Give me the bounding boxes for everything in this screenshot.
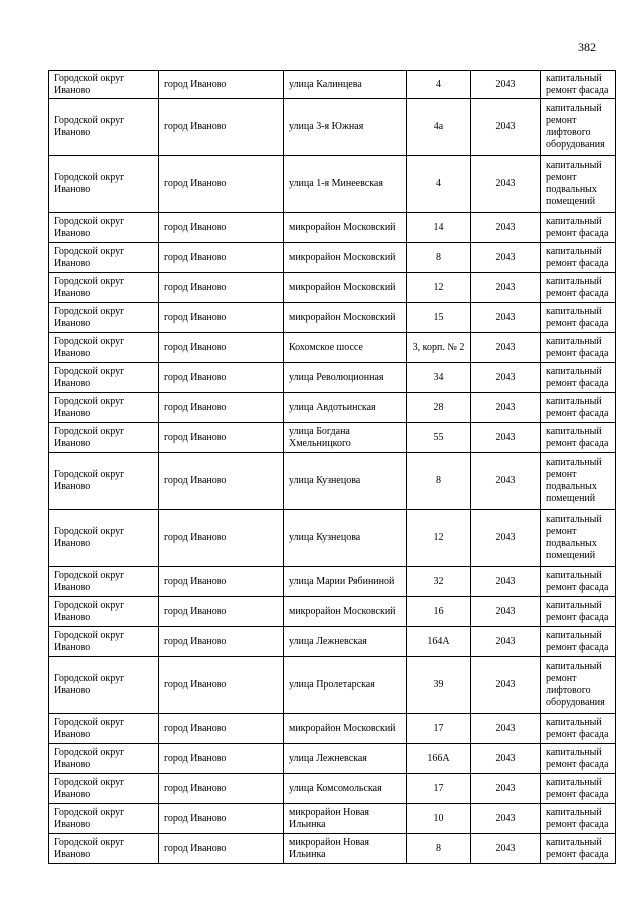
street-cell: улица Кузнецова — [284, 510, 407, 567]
house-number-cell: 17 — [407, 774, 471, 804]
street-cell: улица Комсомольская — [284, 774, 407, 804]
municipal-district-cell: Городской округ Иваново — [49, 804, 159, 834]
table-row — [49, 834, 616, 864]
table-row — [49, 744, 616, 774]
house-number-cell: 4а — [407, 99, 471, 156]
municipal-district-cell: Городской округ Иваново — [49, 213, 159, 243]
street-cell: улица Революционная — [284, 363, 407, 393]
street-cell: улица Авдотьинская — [284, 393, 407, 423]
table-row — [49, 243, 616, 273]
street-cell: улица Пролетарская — [284, 657, 407, 714]
table-row — [49, 453, 616, 510]
house-number-cell: 55 — [407, 423, 471, 453]
year-cell: 2043 — [471, 423, 541, 453]
municipal-district-cell: Городской округ Иваново — [49, 243, 159, 273]
work-type-cell: капитальный ремонт фасада — [541, 303, 616, 333]
city-cell: город Иваново — [159, 510, 284, 567]
page-number: 382 — [578, 40, 596, 54]
city-cell: город Иваново — [159, 774, 284, 804]
year-cell: 2043 — [471, 453, 541, 510]
table-row — [49, 804, 616, 834]
table-row — [49, 333, 616, 363]
city-cell: город Иваново — [159, 657, 284, 714]
city-cell: город Иваново — [159, 453, 284, 510]
table-row — [49, 714, 616, 744]
table-body — [49, 71, 616, 864]
table-row — [49, 393, 616, 423]
table-row — [49, 510, 616, 567]
city-cell: город Иваново — [159, 744, 284, 774]
year-cell: 2043 — [471, 510, 541, 567]
house-number-cell: 12 — [407, 273, 471, 303]
municipal-district-cell: Городской округ Иваново — [49, 99, 159, 156]
municipal-district-cell: Городской округ Иваново — [49, 333, 159, 363]
work-type-cell: капитальный ремонт лифтового оборудования — [541, 657, 616, 714]
house-number-cell: 8 — [407, 453, 471, 510]
municipal-district-cell: Городской округ Иваново — [49, 627, 159, 657]
year-cell: 2043 — [471, 243, 541, 273]
table-row — [49, 597, 616, 627]
work-type-cell: капитальный ремонт фасада — [541, 567, 616, 597]
table-row — [49, 273, 616, 303]
house-number-cell: 4 — [407, 156, 471, 213]
work-type-cell: капитальный ремонт фасада — [541, 393, 616, 423]
municipal-district-cell: Городской округ Иваново — [49, 71, 159, 99]
year-cell: 2043 — [471, 393, 541, 423]
municipal-district-cell: Городской округ Иваново — [49, 834, 159, 864]
city-cell: город Иваново — [159, 423, 284, 453]
city-cell: город Иваново — [159, 627, 284, 657]
municipal-district-cell: Городской округ Иваново — [49, 510, 159, 567]
house-number-cell: 14 — [407, 213, 471, 243]
work-type-cell: капитальный ремонт фасада — [541, 834, 616, 864]
street-cell: микрорайон Московский — [284, 273, 407, 303]
year-cell: 2043 — [471, 774, 541, 804]
work-type-cell: капитальный ремонт фасада — [541, 627, 616, 657]
table-row — [49, 99, 616, 156]
house-number-cell: 28 — [407, 393, 471, 423]
year-cell: 2043 — [471, 804, 541, 834]
year-cell: 2043 — [471, 213, 541, 243]
year-cell: 2043 — [471, 71, 541, 99]
street-cell: микрорайон Московский — [284, 213, 407, 243]
municipal-district-cell: Городской округ Иваново — [49, 156, 159, 213]
street-cell: микрорайон Московский — [284, 714, 407, 744]
work-type-cell: капитальный ремонт фасада — [541, 744, 616, 774]
city-cell: город Иваново — [159, 213, 284, 243]
city-cell: город Иваново — [159, 567, 284, 597]
street-cell: улица Марии Рябининой — [284, 567, 407, 597]
street-cell: улица Калинцева — [284, 71, 407, 99]
street-cell: микрорайон Новая Ильинка — [284, 804, 407, 834]
city-cell: город Иваново — [159, 99, 284, 156]
municipal-district-cell: Городской округ Иваново — [49, 597, 159, 627]
city-cell: город Иваново — [159, 333, 284, 363]
city-cell: город Иваново — [159, 393, 284, 423]
house-number-cell: 34 — [407, 363, 471, 393]
municipal-district-cell: Городской округ Иваново — [49, 774, 159, 804]
table-row — [49, 303, 616, 333]
street-cell: улица Кузнецова — [284, 453, 407, 510]
year-cell: 2043 — [471, 627, 541, 657]
work-type-cell: капитальный ремонт подвальных помещений — [541, 510, 616, 567]
house-number-cell: 15 — [407, 303, 471, 333]
municipal-district-cell: Городской округ Иваново — [49, 744, 159, 774]
year-cell: 2043 — [471, 99, 541, 156]
municipal-district-cell: Городской округ Иваново — [49, 273, 159, 303]
city-cell: город Иваново — [159, 303, 284, 333]
work-type-cell: капитальный ремонт подвальных помещений — [541, 453, 616, 510]
house-number-cell: 10 — [407, 804, 471, 834]
street-cell: улица Лежневская — [284, 744, 407, 774]
city-cell: город Иваново — [159, 714, 284, 744]
work-type-cell: капитальный ремонт фасада — [541, 774, 616, 804]
year-cell: 2043 — [471, 333, 541, 363]
municipal-district-cell: Городской округ Иваново — [49, 714, 159, 744]
municipal-district-cell: Городской округ Иваново — [49, 303, 159, 333]
table-row — [49, 423, 616, 453]
year-cell: 2043 — [471, 303, 541, 333]
year-cell: 2043 — [471, 834, 541, 864]
municipal-district-cell: Городской округ Иваново — [49, 393, 159, 423]
work-type-cell: капитальный ремонт фасада — [541, 804, 616, 834]
city-cell: город Иваново — [159, 156, 284, 213]
municipal-district-cell: Городской округ Иваново — [49, 453, 159, 510]
work-type-cell: капитальный ремонт фасада — [541, 333, 616, 363]
city-cell: город Иваново — [159, 273, 284, 303]
house-number-cell: 8 — [407, 243, 471, 273]
year-cell: 2043 — [471, 363, 541, 393]
street-cell: микрорайон Новая Ильинка — [284, 834, 407, 864]
city-cell: город Иваново — [159, 363, 284, 393]
table-row — [49, 156, 616, 213]
house-number-cell: 166А — [407, 744, 471, 774]
table-row — [49, 213, 616, 243]
year-cell: 2043 — [471, 657, 541, 714]
year-cell: 2043 — [471, 567, 541, 597]
table-row — [49, 363, 616, 393]
work-type-cell: капитальный ремонт фасада — [541, 714, 616, 744]
repair-schedule-table — [48, 70, 616, 864]
municipal-district-cell: Городской округ Иваново — [49, 567, 159, 597]
house-number-cell: 12 — [407, 510, 471, 567]
work-type-cell: капитальный ремонт фасада — [541, 363, 616, 393]
work-type-cell: капитальный ремонт фасада — [541, 213, 616, 243]
work-type-cell: капитальный ремонт фасада — [541, 423, 616, 453]
city-cell: город Иваново — [159, 804, 284, 834]
house-number-cell: 4 — [407, 71, 471, 99]
work-type-cell: капитальный ремонт фасада — [541, 273, 616, 303]
street-cell: улица 1-я Минеевская — [284, 156, 407, 213]
municipal-district-cell: Городской округ Иваново — [49, 363, 159, 393]
house-number-cell: 8 — [407, 834, 471, 864]
street-cell: микрорайон Московский — [284, 303, 407, 333]
street-cell: улица Богдана Хмельницкого — [284, 423, 407, 453]
city-cell: город Иваново — [159, 71, 284, 99]
table-row — [49, 71, 616, 99]
year-cell: 2043 — [471, 744, 541, 774]
city-cell: город Иваново — [159, 834, 284, 864]
house-number-cell: 17 — [407, 714, 471, 744]
house-number-cell: 164А — [407, 627, 471, 657]
city-cell: город Иваново — [159, 243, 284, 273]
street-cell: микрорайон Московский — [284, 597, 407, 627]
house-number-cell: 32 — [407, 567, 471, 597]
work-type-cell: капитальный ремонт подвальных помещений — [541, 156, 616, 213]
table-row — [49, 627, 616, 657]
city-cell: город Иваново — [159, 597, 284, 627]
municipal-district-cell: Городской округ Иваново — [49, 657, 159, 714]
street-cell: улица Лежневская — [284, 627, 407, 657]
work-type-cell: капитальный ремонт фасада — [541, 71, 616, 99]
street-cell: улица 3-я Южная — [284, 99, 407, 156]
year-cell: 2043 — [471, 597, 541, 627]
year-cell: 2043 — [471, 156, 541, 213]
table-row — [49, 657, 616, 714]
municipal-district-cell: Городской округ Иваново — [49, 423, 159, 453]
work-type-cell: капитальный ремонт фасада — [541, 597, 616, 627]
house-number-cell: 16 — [407, 597, 471, 627]
work-type-cell: капитальный ремонт лифтового оборудования — [541, 99, 616, 156]
house-number-cell: 39 — [407, 657, 471, 714]
table-row — [49, 774, 616, 804]
year-cell: 2043 — [471, 714, 541, 744]
street-cell: микрорайон Московский — [284, 243, 407, 273]
house-number-cell: 3, корп. № 2 — [407, 333, 471, 363]
work-type-cell: капитальный ремонт фасада — [541, 243, 616, 273]
year-cell: 2043 — [471, 273, 541, 303]
table-row — [49, 567, 616, 597]
street-cell: Кохомское шоссе — [284, 333, 407, 363]
